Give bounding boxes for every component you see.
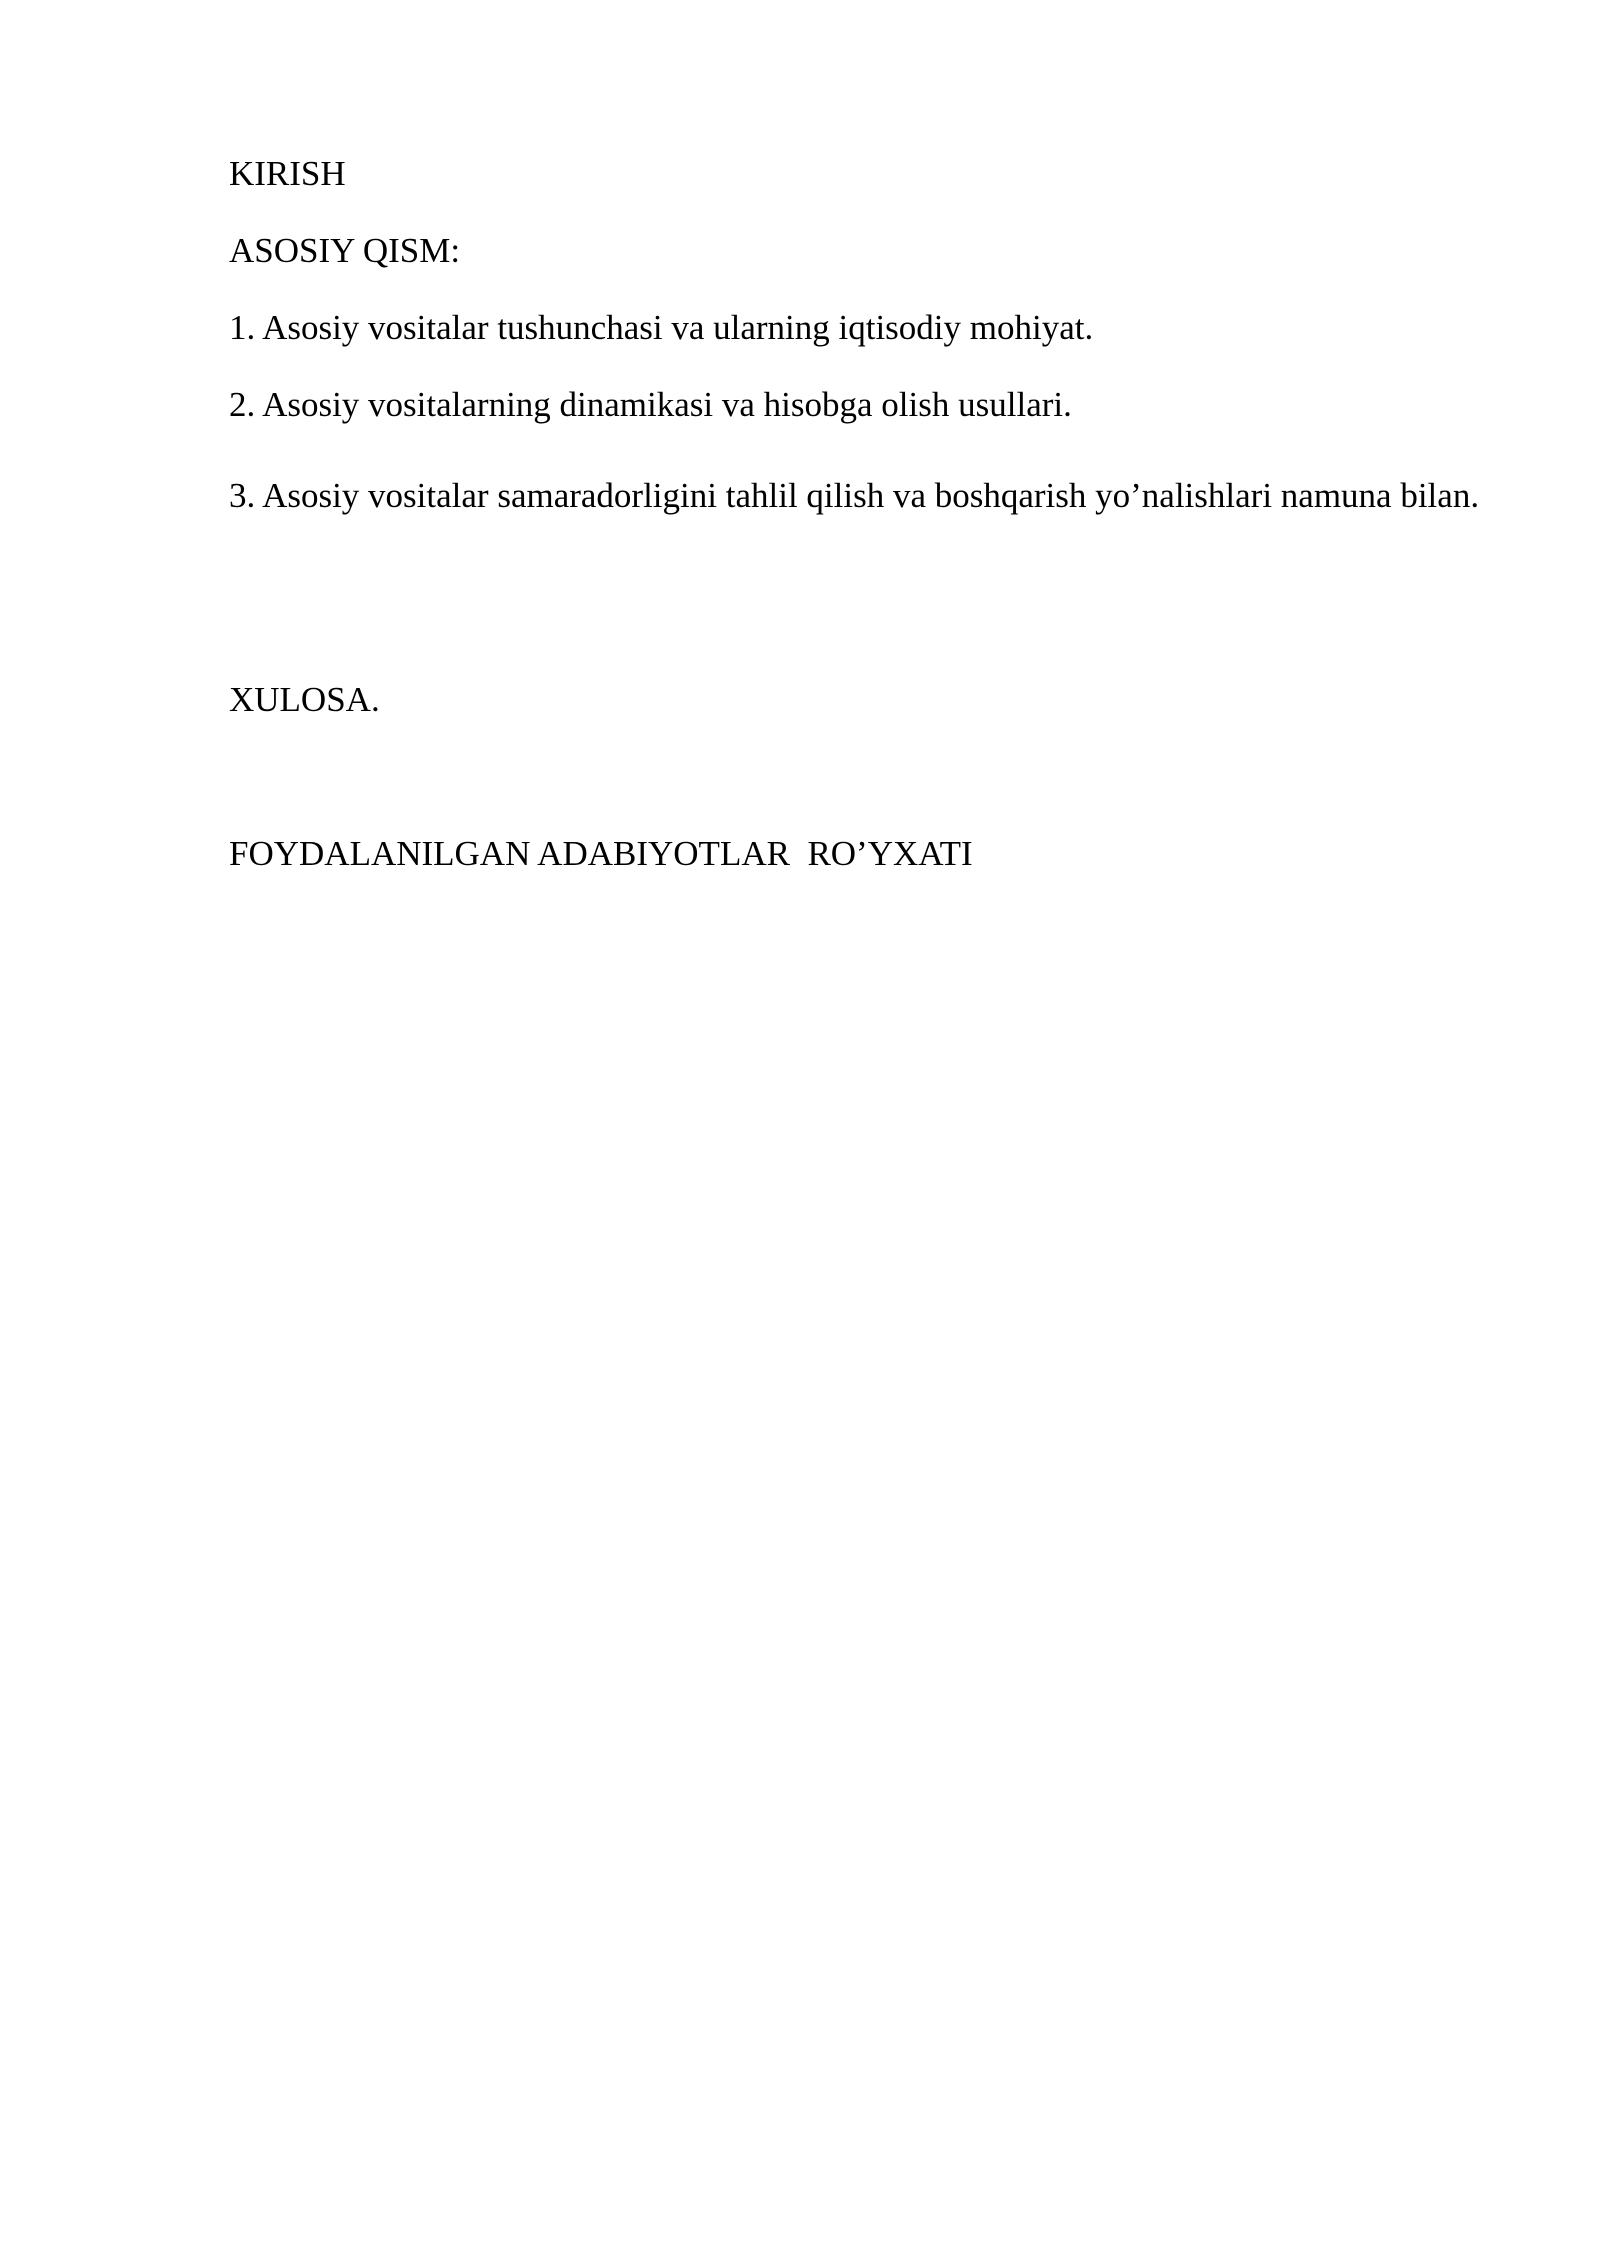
heading-introduction: KIRISH [229, 154, 346, 193]
heading-references: FOYDALANILGAN ADABIYOTLAR RO’YXATI [229, 834, 973, 873]
toc-item-3: 3. Asosiy vositalar samaradorligini tahlil qilish va boshqarish yo’nalishlari namuna bilan. [229, 476, 1480, 515]
heading-conclusion: XULOSA. [229, 680, 380, 719]
heading-main-part: ASOSIY QISM: [229, 231, 461, 270]
toc-item-1: 1. Asosiy vositalar tushunchasi va ularning iqtisodiy mohiyat. [229, 308, 1094, 347]
toc-item-2: 2. Asosiy vositalarning dinamikasi va hisobga olish usullari. [229, 385, 1072, 424]
